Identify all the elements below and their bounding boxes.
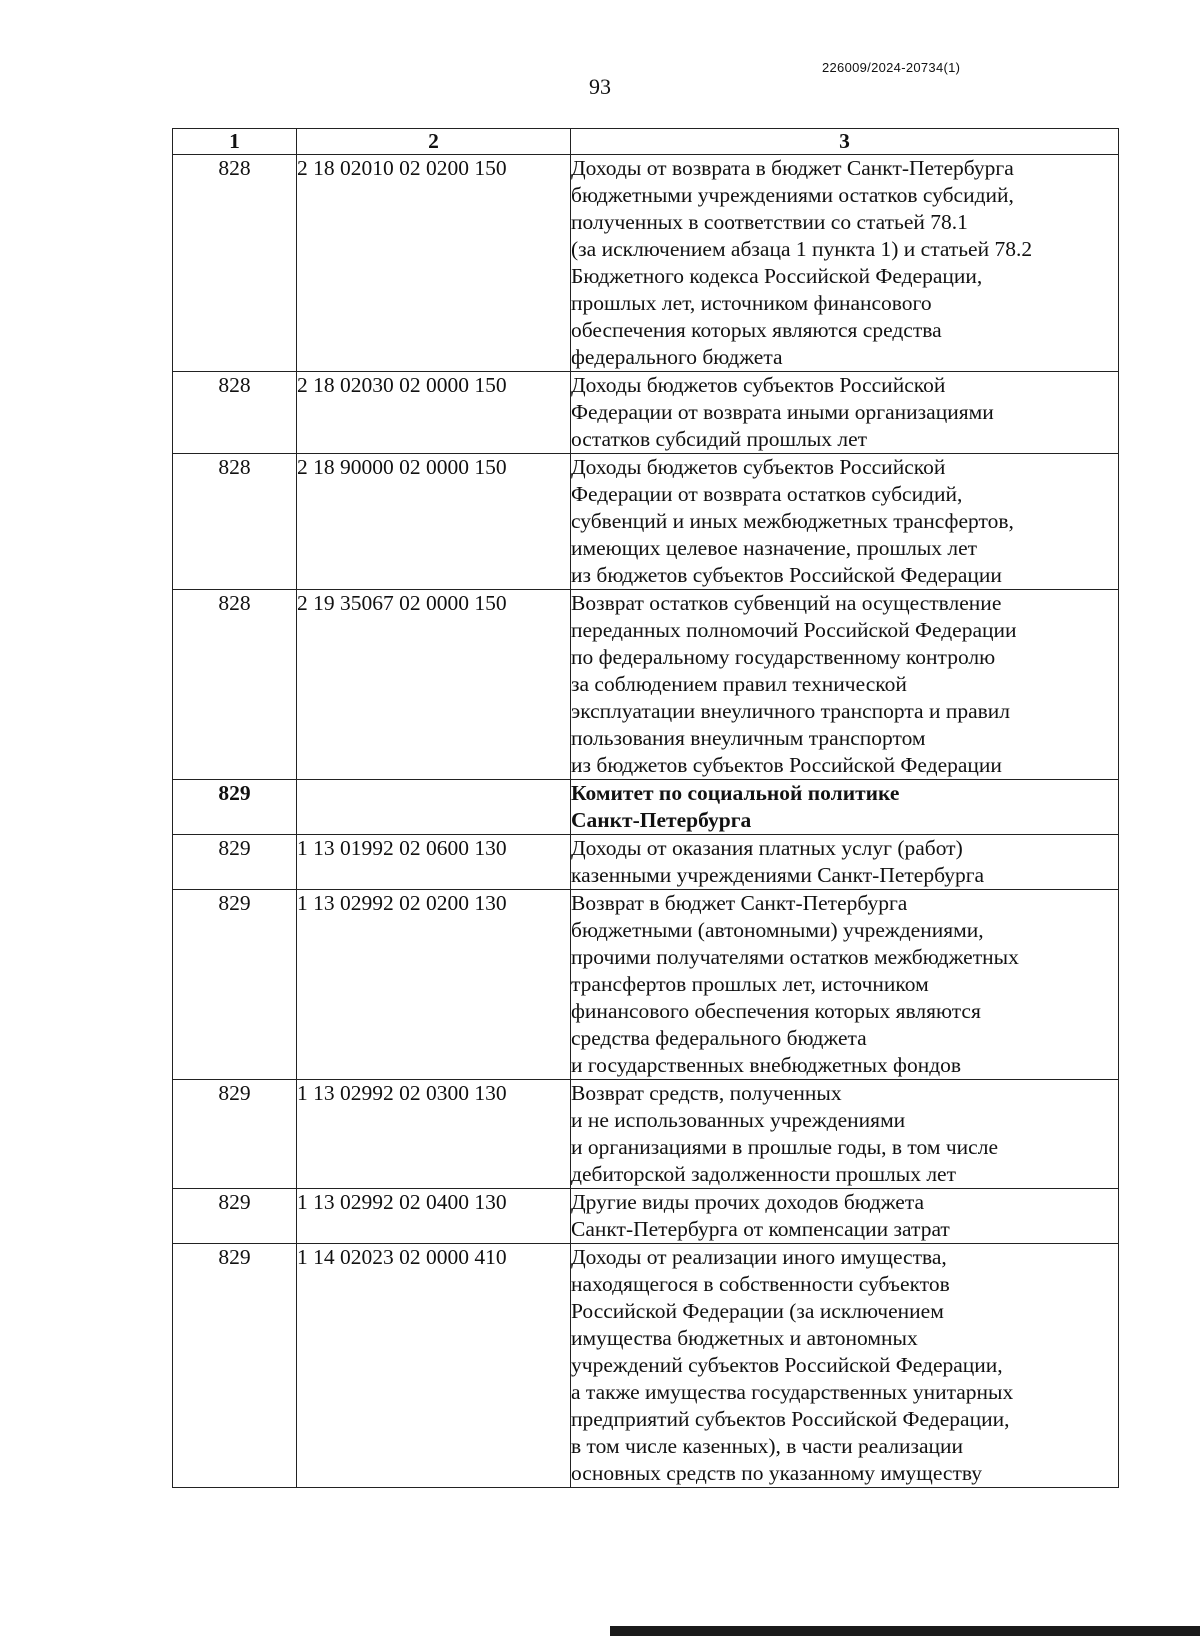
description-line: из бюджетов субъектов Российской Федерации: [571, 563, 1002, 587]
scan-edge-shadow: [610, 1626, 1200, 1636]
page-number: 93: [589, 74, 611, 99]
description-line: остатков субсидий прошлых лет: [571, 427, 868, 451]
description-line: бюджетными (автономными) учреждениями,: [571, 918, 984, 942]
budget-classification-code-cell: 1 14 02023 02 0000 410: [297, 1244, 571, 1488]
admin-code-cell: 828: [173, 454, 297, 590]
description-line: субвенций и иных межбюджетных трансфертов,: [571, 509, 1014, 533]
table-row: [173, 454, 1119, 590]
income-description-cell: [571, 454, 1119, 590]
description-line: и организациями в прошлые годы, в том числе: [571, 1135, 998, 1159]
description-line: в том числе казенных), в части реализации: [571, 1434, 964, 1458]
description-line: по федеральному государственному контролю: [571, 645, 996, 669]
budget-classification-code-cell: 2 18 02010 02 0200 150: [297, 155, 571, 372]
description-line: пользования внеуличным транспортом: [571, 726, 926, 750]
admin-code-cell: 829: [173, 1189, 297, 1244]
table-row: [173, 155, 1119, 372]
table-row: [173, 890, 1119, 1080]
description-line: прошлых лет, источником финансового: [571, 291, 932, 315]
budget-classification-code-cell: [297, 780, 571, 835]
admin-code-cell: 829: [173, 1244, 297, 1488]
income-description-cell: [571, 890, 1119, 1080]
description-line: эксплуатации внеуличного транспорта и правил: [571, 699, 1011, 723]
description-line: прочими получателями остатков межбюджетных: [571, 945, 1019, 969]
admin-code-cell: 829: [173, 780, 297, 835]
table-row: [173, 1080, 1119, 1189]
description-line: Федерации от возврата остатков субсидий,: [571, 482, 963, 506]
description-line: Бюджетного кодекса Российской Федерации,: [571, 264, 983, 288]
description-line: федерального бюджета: [571, 345, 783, 369]
description-line: из бюджетов субъектов Российской Федерации: [571, 753, 1002, 777]
budget-classification-code-cell: 1 13 02992 02 0300 130: [297, 1080, 571, 1189]
document-id: 226009/2024-20734(1): [822, 60, 961, 75]
table-row: [173, 372, 1119, 454]
description-line: предприятий субъектов Российской Федерации,: [571, 1407, 1010, 1431]
description-line: за соблюдением правил технической: [571, 672, 907, 696]
description-line: основных средств по указанному имуществу: [571, 1461, 983, 1485]
table-row: [173, 780, 1119, 835]
description-line: учреждений субъектов Российской Федерации,: [571, 1353, 1003, 1377]
description-line: Доходы от оказания платных услуг (работ): [571, 836, 963, 860]
table-header-row: [173, 129, 1119, 155]
admin-code-cell: 829: [173, 890, 297, 1080]
income-description-cell: [571, 1189, 1119, 1244]
admin-code-cell: 828: [173, 372, 297, 454]
description-line: Возврат в бюджет Санкт-Петербурга: [571, 891, 908, 915]
income-description-cell: [571, 835, 1119, 890]
description-line: финансового обеспечения которых являются: [571, 999, 981, 1023]
column-header-2: 2: [297, 129, 571, 155]
budget-classification-table: [172, 128, 1119, 1488]
admin-code-cell: 829: [173, 835, 297, 890]
description-line: Доходы от возврата в бюджет Санкт-Петербурга: [571, 156, 1014, 180]
description-line: и не использованных учреждениями: [571, 1108, 906, 1132]
admin-code-cell: 829: [173, 1080, 297, 1189]
description-line: имущества бюджетных и автономных: [571, 1326, 918, 1350]
income-description-cell: [571, 780, 1119, 835]
budget-classification-code-cell: 2 18 02030 02 0000 150: [297, 372, 571, 454]
income-description-cell: [571, 372, 1119, 454]
income-description-cell: [571, 1244, 1119, 1488]
description-line: обеспечения которых являются средства: [571, 318, 942, 342]
admin-code-cell: 828: [173, 590, 297, 780]
description-line: переданных полномочий Российской Федерации: [571, 618, 1017, 642]
description-line: трансфертов прошлых лет, источником: [571, 972, 929, 996]
budget-classification-code-cell: 2 19 35067 02 0000 150: [297, 590, 571, 780]
description-line: Возврат остатков субвенций на осуществление: [571, 591, 1002, 615]
income-description-cell: [571, 155, 1119, 372]
budget-classification-code-cell: 1 13 02992 02 0400 130: [297, 1189, 571, 1244]
description-line: Доходы бюджетов субъектов Российской: [571, 373, 946, 397]
budget-classification-code-cell: 1 13 02992 02 0200 130: [297, 890, 571, 1080]
description-line: Санкт-Петербурга от компенсации затрат: [571, 1217, 950, 1241]
description-line: бюджетными учреждениями остатков субсидий,: [571, 183, 1014, 207]
budget-classification-code-cell: 1 13 01992 02 0600 130: [297, 835, 571, 890]
description-line: полученных в соответствии со статьей 78.1: [571, 210, 968, 234]
description-line: дебиторской задолженности прошлых лет: [571, 1162, 956, 1186]
description-line: Санкт-Петербурга: [571, 808, 752, 832]
description-line: Доходы бюджетов субъектов Российской: [571, 455, 946, 479]
description-line: находящегося в собственности субъектов: [571, 1272, 950, 1296]
description-line: Доходы от реализации иного имущества,: [571, 1245, 947, 1269]
description-line: Российской Федерации (за исключением: [571, 1299, 944, 1323]
table-body: [173, 155, 1119, 1488]
description-line: а также имущества государственных унитарных: [571, 1380, 1014, 1404]
description-line: Комитет по социальной политике: [571, 781, 900, 805]
income-description-cell: [571, 1080, 1119, 1189]
table-row: [173, 590, 1119, 780]
admin-code-cell: 828: [173, 155, 297, 372]
description-line: и государственных внебюджетных фондов: [571, 1053, 962, 1077]
column-header-1: 1: [173, 129, 297, 155]
description-line: (за исключением абзаца 1 пункта 1) и статьей 78.2: [571, 237, 1033, 261]
budget-classification-code-cell: 2 18 90000 02 0000 150: [297, 454, 571, 590]
description-line: Возврат средств, полученных: [571, 1081, 842, 1105]
income-description-cell: [571, 590, 1119, 780]
table-row: [173, 835, 1119, 890]
table-row: [173, 1244, 1119, 1488]
description-line: имеющих целевое назначение, прошлых лет: [571, 536, 978, 560]
description-line: средства федерального бюджета: [571, 1026, 867, 1050]
description-line: Федерации от возврата иными организациями: [571, 400, 994, 424]
table-row: [173, 1189, 1119, 1244]
description-line: Другие виды прочих доходов бюджета: [571, 1190, 925, 1214]
description-line: казенными учреждениями Санкт-Петербурга: [571, 863, 985, 887]
column-header-3: 3: [571, 129, 1119, 155]
